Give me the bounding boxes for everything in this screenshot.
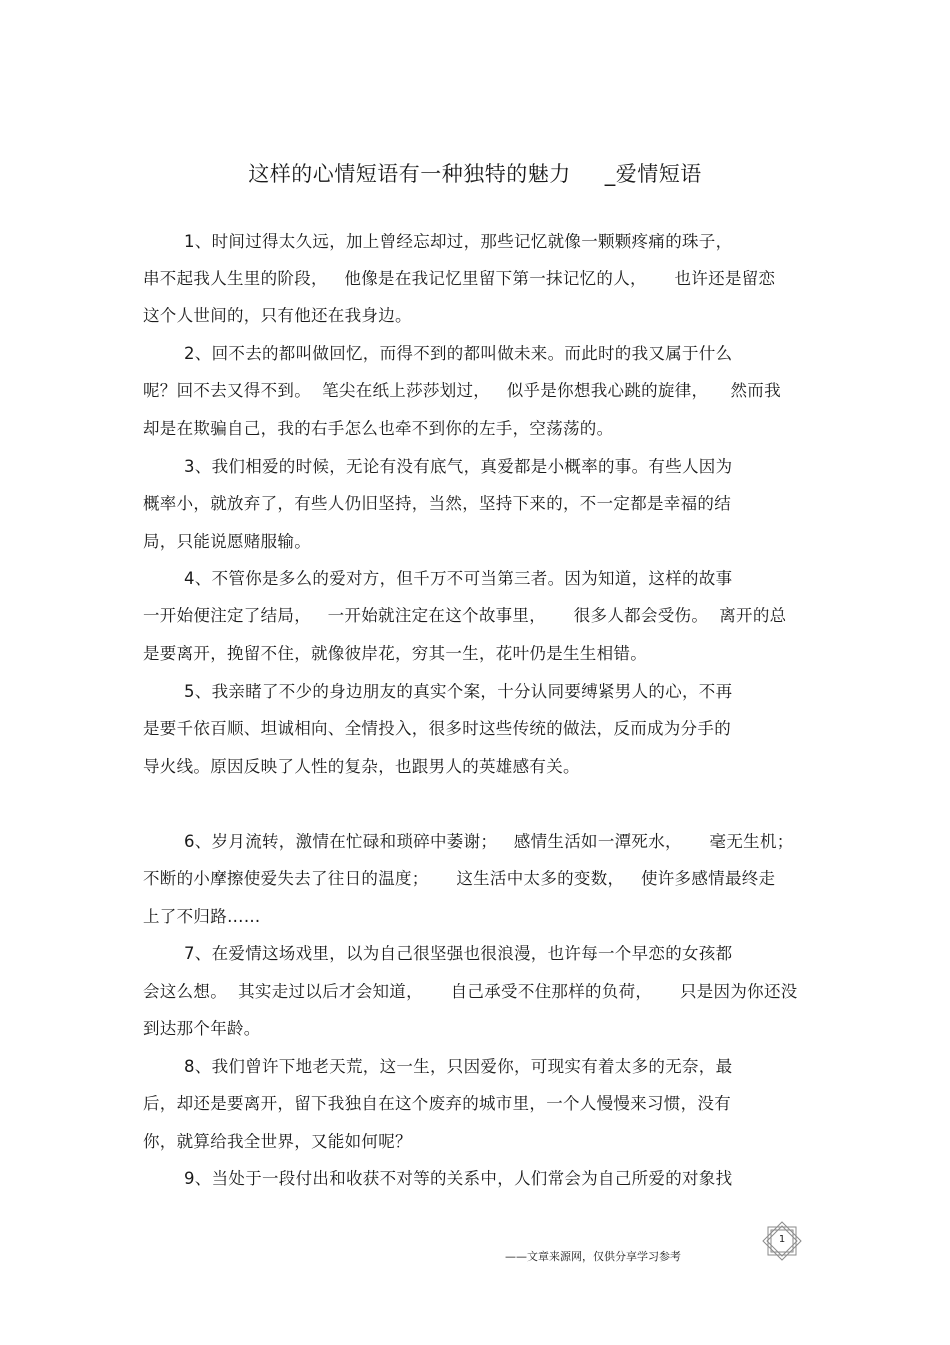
paragraph-line: 后，却还是要离开，留下我独自在这个废弃的城市里，一个人慢慢来习惯，没有: [143, 1094, 731, 1113]
paragraph-line: 4、不管你是多么的爱对方，但千万不可当第三者。因为知道，这样的故事: [184, 569, 733, 588]
paragraph-line: 呢？回不去又得不到。 笔尖在纸上莎莎划过， 似乎是你想我心跳的旋律， 然而我: [143, 381, 781, 400]
page-number-badge: [758, 1221, 806, 1261]
paragraph-line: 8、我们曾许下地老天荒，这一生，只因爱你，可现实有着太多的无奈，最: [184, 1057, 733, 1076]
paragraph-line: 5、我亲睹了不少的身边朋友的真实个案，十分认同要缚紧男人的心，不再: [184, 682, 733, 701]
page-number: 1: [778, 1234, 786, 1245]
paragraph-line: 这个人世间的，只有他还在我身边。: [143, 306, 412, 325]
title-main: 这样的心情短语有一种独特的魅力: [248, 162, 571, 186]
paragraph-line: 会这么想。 其实走过以后才会知道， 自己承受不住那样的负荷， 只是因为你还没: [143, 982, 798, 1001]
paragraph-line: 9、当处于一段付出和收获不对等的关系中，人们常会为自己所爱的对象找: [184, 1169, 733, 1188]
title-suffix: _爱情短语: [604, 162, 702, 186]
page-title: [0, 160, 950, 188]
paragraph-line: 不断的小摩擦使爱失去了往日的温度； 这生活中太多的变数， 使许多感情最终走: [143, 869, 776, 888]
paragraph-line: 上了不归路……: [143, 907, 261, 926]
paragraph-line: 3、我们相爱的时候，无论有没有底气，真爱都是小概率的事。有些人因为: [184, 457, 733, 476]
paragraph-line: 你，就算给我全世界，又能如何呢？: [143, 1132, 412, 1151]
paragraph-line: 到达那个年龄。: [143, 1019, 261, 1038]
paragraph-line: 导火线。原因反映了人性的复杂，也跟男人的英雄感有关。: [143, 757, 580, 776]
paragraph-line: 却是在欺骗自己，我的右手怎么也牵不到你的左手，空荡荡的。: [143, 419, 614, 438]
paragraph-line: 局，只能说愿赌服输。: [143, 532, 311, 551]
paragraph-line: 7、在爱情这场戏里，以为自己很坚强也很浪漫，也许每一个早恋的女孩都: [184, 944, 733, 963]
paragraph-line: 是要千依百顺、坦诚相向、全情投入，很多时这些传统的做法，反而成为分手的: [143, 719, 731, 738]
paragraph-line: 概率小，就放弃了，有些人仍旧坚持，当然，坚持下来的，不一定都是幸福的结: [143, 494, 731, 513]
paragraph-line: 6、岁月流转，激情在忙碌和琐碎中萎谢； 感情生活如一潭死水， 毫无生机；: [184, 832, 794, 851]
source-note: ——文章来源网，仅供分享学习参考: [505, 1250, 681, 1263]
paragraph-line: 串不起我人生里的阶段， 他像是在我记忆里留下第一抹记忆的人， 也许还是留恋: [143, 269, 776, 288]
paragraph-line: 2、回不去的都叫做回忆，而得不到的都叫做未来。而此时的我又属于什么: [184, 344, 733, 363]
paragraph-line: 1、时间过得太久远，加上曾经忘却过，那些记忆就像一颗颗疼痛的珠子，: [184, 232, 733, 251]
paragraph-line: 是要离开，挽留不住，就像彼岸花，穷其一生，花叶仍是生生相错。: [143, 644, 647, 663]
paragraph-line: 一开始便注定了结局， 一开始就注定在这个故事里， 很多人都会受伤。 离开的总: [143, 606, 787, 625]
